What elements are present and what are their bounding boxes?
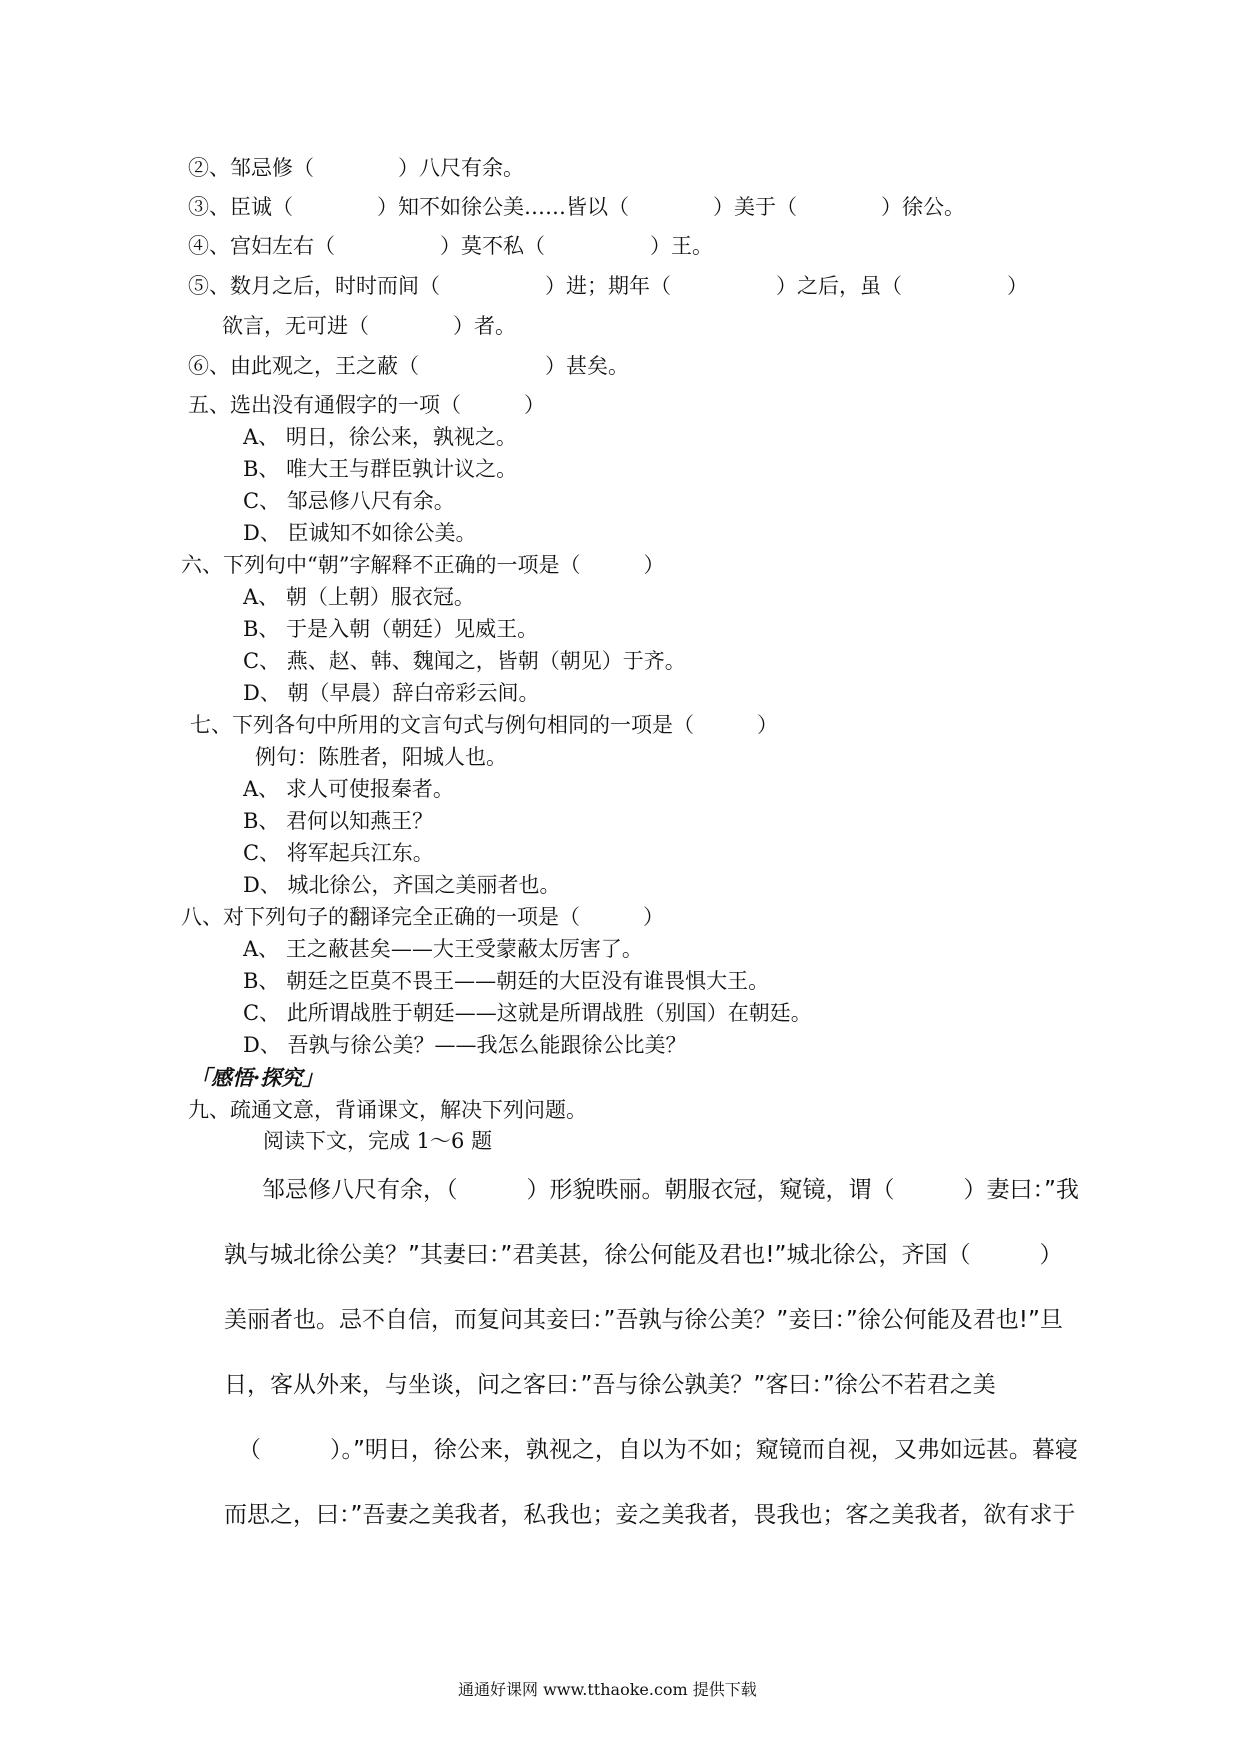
section-heading: 「感悟·探究」 bbox=[190, 1065, 324, 1090]
passage-line-3: 美丽者也。忌不自信，而复问其妾曰：”吾孰与徐公美？”妾曰：”徐公何能及君也!”旦 bbox=[224, 1307, 1063, 1333]
question-6-stem: 六、下列句中“朝”字解释不正确的一项是（ ） bbox=[181, 553, 665, 577]
passage-line-5: （ ）。”明日，徐公来，孰视之，自以为不如；窥镜而自视，又弗如远甚。暮寝 bbox=[238, 1437, 1078, 1463]
question-7-option-c: C、 将军起兵江东。 bbox=[243, 841, 434, 865]
page-footer: 通通好课网 www.tthaoke.com 提供下载 bbox=[458, 1680, 757, 1699]
vocab-item-3: ③、臣诚（ ）知不如徐公美……皆以（ ）美于（ ）徐公。 bbox=[188, 195, 965, 219]
question-6-option-d: D、 朝（早晨）辞白帝彩云间。 bbox=[243, 681, 540, 705]
question-5-option-c: C、 邹忌修八尺有余。 bbox=[243, 489, 455, 513]
passage-line-1: 邹忌修八尺有余，（ ）形貌昳丽。朝服衣冠，窥镜，谓（ ）妻曰：”我 bbox=[262, 1177, 1079, 1203]
passage-line-2: 孰与城北徐公美？”其妻曰：”君美甚，徐公何能及君也!”城北徐公，齐国（ ） bbox=[224, 1242, 1063, 1268]
question-8-option-c: C、 此所谓战胜于朝廷——这就是所谓战胜（别国）在朝廷。 bbox=[243, 1001, 812, 1025]
question-9-instruction: 阅读下文，完成 1～6 题 bbox=[263, 1129, 493, 1153]
question-7-stem: 七、下列各句中所用的文言句式与例句相同的一项是（ ） bbox=[190, 713, 778, 737]
question-6-option-b: B、 于是入朝（朝廷）见威王。 bbox=[243, 617, 539, 641]
question-7-option-d: D、 城北徐公，齐国之美丽者也。 bbox=[243, 873, 561, 897]
passage-line-6: 而思之，曰：”吾妻之美我者，私我也；妾之美我者，畏我也；客之美我者，欲有求于 bbox=[224, 1502, 1076, 1528]
question-8-option-b: B、 朝廷之臣莫不畏王——朝廷的大臣没有谁畏惧大王。 bbox=[243, 969, 770, 993]
vocab-item-5: ⑤、数月之后，时时而间（ ）进；期年（ ）之后，虽（ ） bbox=[188, 274, 1028, 298]
question-7-option-a: A、 求人可使报秦者。 bbox=[243, 777, 454, 801]
question-8-stem: 八、对下列句子的翻译完全正确的一项是（ ） bbox=[181, 905, 664, 929]
question-5-stem: 五、选出没有通假字的一项（ ） bbox=[188, 393, 545, 417]
question-7-example: 例句：陈胜者，阳城人也。 bbox=[255, 745, 507, 769]
question-5-option-b: B、 唯大王与群臣孰计议之。 bbox=[243, 457, 518, 481]
vocab-item-6: ⑥、由此观之，王之蔽（ ）甚矣。 bbox=[188, 354, 629, 378]
passage-line-4: 日，客从外来，与坐谈，问之客曰：”吾与徐公孰美？”客曰：”徐公不若君之美 bbox=[224, 1372, 996, 1398]
question-8-option-a: A、 王之蔽甚矣——大王受蒙蔽太厉害了。 bbox=[243, 937, 643, 961]
question-5-option-a: A、 明日，徐公来，孰视之。 bbox=[243, 425, 517, 449]
question-5-option-d: D、 臣诚知不如徐公美。 bbox=[243, 521, 477, 545]
question-7-option-b: B、 君何以知燕王？ bbox=[243, 809, 434, 833]
question-6-option-a: A、 朝（上朝）服衣冠。 bbox=[243, 585, 475, 609]
question-9-stem: 九、疏通文意，背诵课文，解决下列问题。 bbox=[188, 1098, 587, 1122]
question-8-option-d: D、 吾孰与徐公美？——我怎么能跟徐公比美？ bbox=[243, 1033, 687, 1057]
vocab-item-5-continued: 欲言，无可进（ ）者。 bbox=[222, 314, 516, 338]
vocab-item-2: ②、邹忌修（ ）八尺有余。 bbox=[188, 156, 524, 180]
vocab-item-4: ④、宫妇左右（ ）莫不私（ ）王。 bbox=[188, 234, 713, 258]
question-6-option-c: C、 燕、赵、韩、魏闻之，皆朝（朝见）于齐。 bbox=[243, 649, 686, 673]
